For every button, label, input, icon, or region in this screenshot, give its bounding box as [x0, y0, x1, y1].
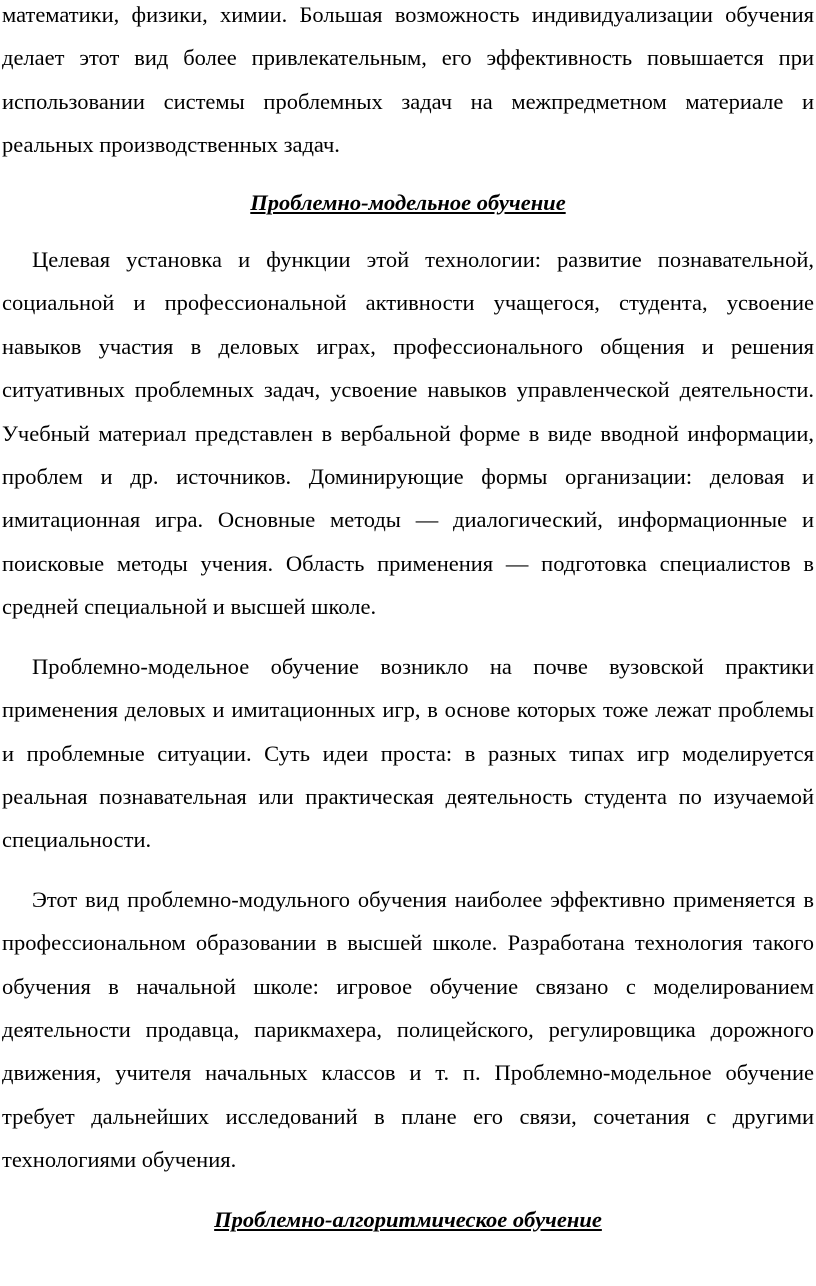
spacer	[2, 629, 814, 645]
section-heading-problem-model: Проблемно-модельное обучение	[250, 189, 566, 215]
section1-paragraph-1: Целевая установка и функции этой технологии: развитие познавательной, социальной и профессиональной активности учащегося, студента, усвоение навыков участия в деловых играх, профессионального общения и решения ситуативных проблемных задач, усвоение навыков управленческой деятельности. Учебный материал представлен в вербальной форме в виде вводной информации, проблем и др. источников. Доминирующие формы организации: деловая и имитационная игра. Основные методы — диалогический, информационные и поисковые методы учения. Область применения — подготовка специалистов в средней специальной и высшей школе.	[2, 247, 814, 620]
spacer	[2, 224, 814, 238]
section-heading-problem-algorithmic: Проблемно-алгоритмическое обучение	[214, 1206, 602, 1232]
section1-paragraph-2: Проблемно-модельное обучение возникло на почве вузовской практики применения деловых и имитационных игр, в основе которых тоже лежат проблемы и проблемные ситуации. Суть идеи проста: в разных типах игр моделируется реальная познавательная или практическая деятельность студента по изучаемой специальности.	[2, 653, 814, 853]
spacer	[2, 167, 814, 181]
section1-paragraph-3: Этот вид проблемно-модульного обучения наиболее эффективно применяется в профессиональном образовании в высшей школе. Разработана технология такого обучения в начальной школе: игровое обучение связано с моделированием деятельности продавца, парикмахера, полицейского, регулировщика дорожного движения, учителя начальных классов и т. п. Проблемно-модельное обучение требует дальнейших исследований в плане его связи, сочетания с другими технологиями обучения.	[2, 886, 814, 1173]
spacer	[2, 862, 814, 878]
intro-paragraph: математики, физики, химии. Большая возможность индивидуализации обучения делает этот вид более привлекательным, его эффективность повышается при использовании системы проблемных задач на межпредметном материале и реальных производственных задач.	[2, 2, 814, 158]
spacer	[2, 1182, 814, 1198]
